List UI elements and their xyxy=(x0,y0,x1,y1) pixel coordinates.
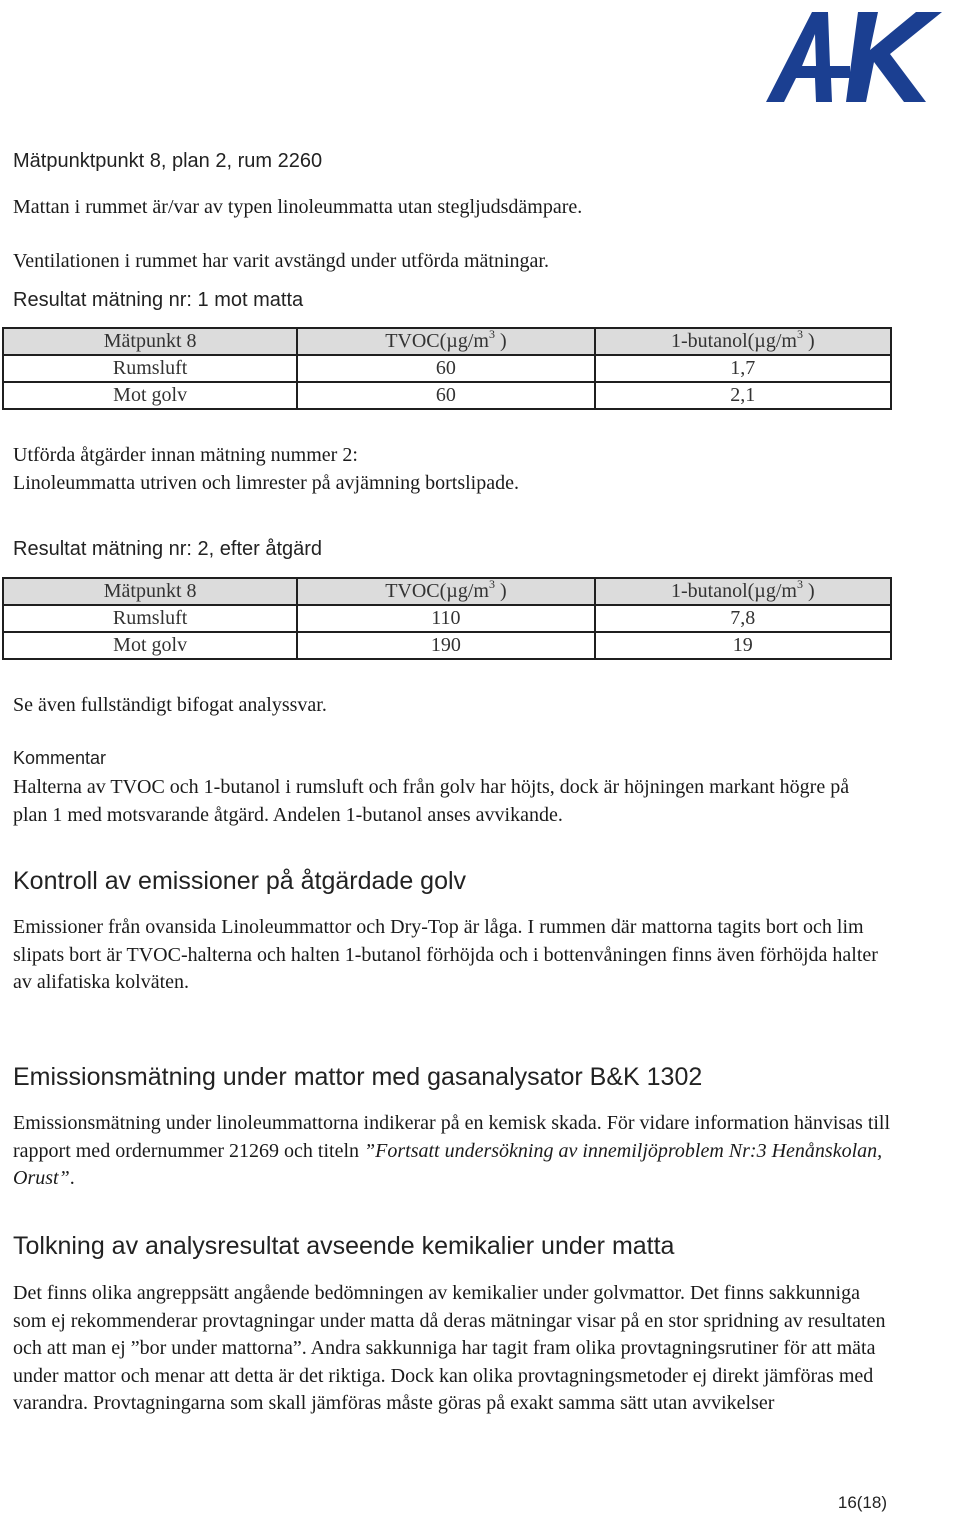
control-text: Emissioner från ovansida Linoleummattor och Dry-Top är låga. I rummen där mattorna tagits bort och lim slipats bort är TVOC-halterna och halten 1-butanol förhöjda och i bottenvåningen finns även förhöjda halter av alifatiska kolväten. xyxy=(13,916,878,993)
table-cell: Rumsluft xyxy=(3,355,297,382)
paragraph-carpet-type: Mattan i rummet är/var av typen linoleummatta utan stegljudsdämpare. xyxy=(13,196,583,218)
control-heading: Kontroll av emissioner på åtgärdade golv xyxy=(13,867,467,895)
header-cell: $1-butanol(\mu g/m^3$ ) xyxy=(595,328,891,355)
header-cell: $1-butanol(\mu g/m^3$ ) xyxy=(595,578,891,605)
result1-title: Resultat mätning nr: 1 mot matta xyxy=(13,289,304,311)
table-cell: Rumsluft xyxy=(3,605,297,632)
table-cell: 1,7 xyxy=(595,355,891,382)
result1-table xyxy=(2,327,892,410)
interpretation-heading: Tolkning av analysresultat avseende kemikalier under matta xyxy=(13,1232,675,1260)
table-header-row xyxy=(3,578,891,605)
table-cell: 110 xyxy=(297,605,594,632)
table-row xyxy=(3,605,891,632)
table-cell: 190 xyxy=(297,632,594,659)
table-row xyxy=(3,355,891,382)
page-number: 16(18) xyxy=(837,1493,887,1512)
header-cell: Mätpunkt 8 xyxy=(3,328,297,355)
table-cell: 7,8 xyxy=(595,605,891,632)
table-cell: 60 xyxy=(297,355,594,382)
emission-text: Emissionsmätning under linoleummattorna indikerar på en kemisk skada. För vidare information hänvisas till rapport med ordernummer 21269 och titeln ”Fortsatt undersökning av innemiljöproblem Nr:3 Henånskolan, Orust”. xyxy=(13,1112,891,1189)
header-cell: $TVOC(\mu g/m^3$ ) xyxy=(297,578,594,605)
table-row xyxy=(3,382,891,409)
comment-text: Halterna av TVOC och 1-butanol i rumsluft och från golv har höjts, dock är höjningen markant högre på plan 1 med motsvarande åtgärd. Andelen 1-butanol anses avvikande. xyxy=(13,776,850,826)
emission-heading: Emissionsmätning under mattor med gasanalysator B&K 1302 xyxy=(13,1063,703,1091)
company-logo xyxy=(766,6,952,102)
header-cell: Mätpunkt 8 xyxy=(3,578,297,605)
table-cell: 60 xyxy=(297,382,594,409)
interpretation-text: Det finns olika angreppsätt angående bedömningen av kemikalier under golvmattor. Det finns sakkunniga som ej rekommenderar provtagningar under matta då deras mätningar visar på en stor spridning av resultaten och att man ej ”bor under mattorna”. Andra sakkunniga har tagit fram olika provtagningsrutiner för att mäta under mattor och menar att detta är det riktiga. Dock kan olika provtagningsmetoder ej direkt jämföras med varandra. Provtagningarna som skall jämföras måste göras på exakt samma sätt utan avvikelser xyxy=(13,1282,886,1414)
table-cell: 19 xyxy=(595,632,891,659)
comment-title: Kommentar xyxy=(13,748,107,768)
actions-line: Linoleummatta utriven och limrester på avjämning bortslipade. xyxy=(13,471,519,494)
table-cell: Mot golv xyxy=(3,632,297,659)
result2-title: Resultat mätning nr: 2, efter åtgärd xyxy=(13,538,323,560)
table-cell: 2,1 xyxy=(595,382,891,409)
section-title: Mätpunktpunkt 8, plan 2, rum 2260 xyxy=(13,150,323,172)
header-cell: $TVOC(\mu g/m^3$ ) xyxy=(297,328,594,355)
paragraph-ventilation: Ventilationen i rummet har varit avstängd under utförda mätningar. xyxy=(13,250,549,272)
see-also-text: Se även fullständigt bifogat analyssvar. xyxy=(13,694,327,716)
result2-table xyxy=(2,577,892,660)
table-cell: Mot golv xyxy=(3,382,297,409)
table-header-row xyxy=(3,328,891,355)
actions-paragraph xyxy=(13,442,913,497)
actions-line: Utförda åtgärder innan mätning nummer 2: xyxy=(13,444,358,466)
report-title: ”Fortsatt undersökning av innemiljöproblem Nr:3 Henånskolan, Orust” xyxy=(13,1139,883,1189)
table-row xyxy=(3,632,891,659)
